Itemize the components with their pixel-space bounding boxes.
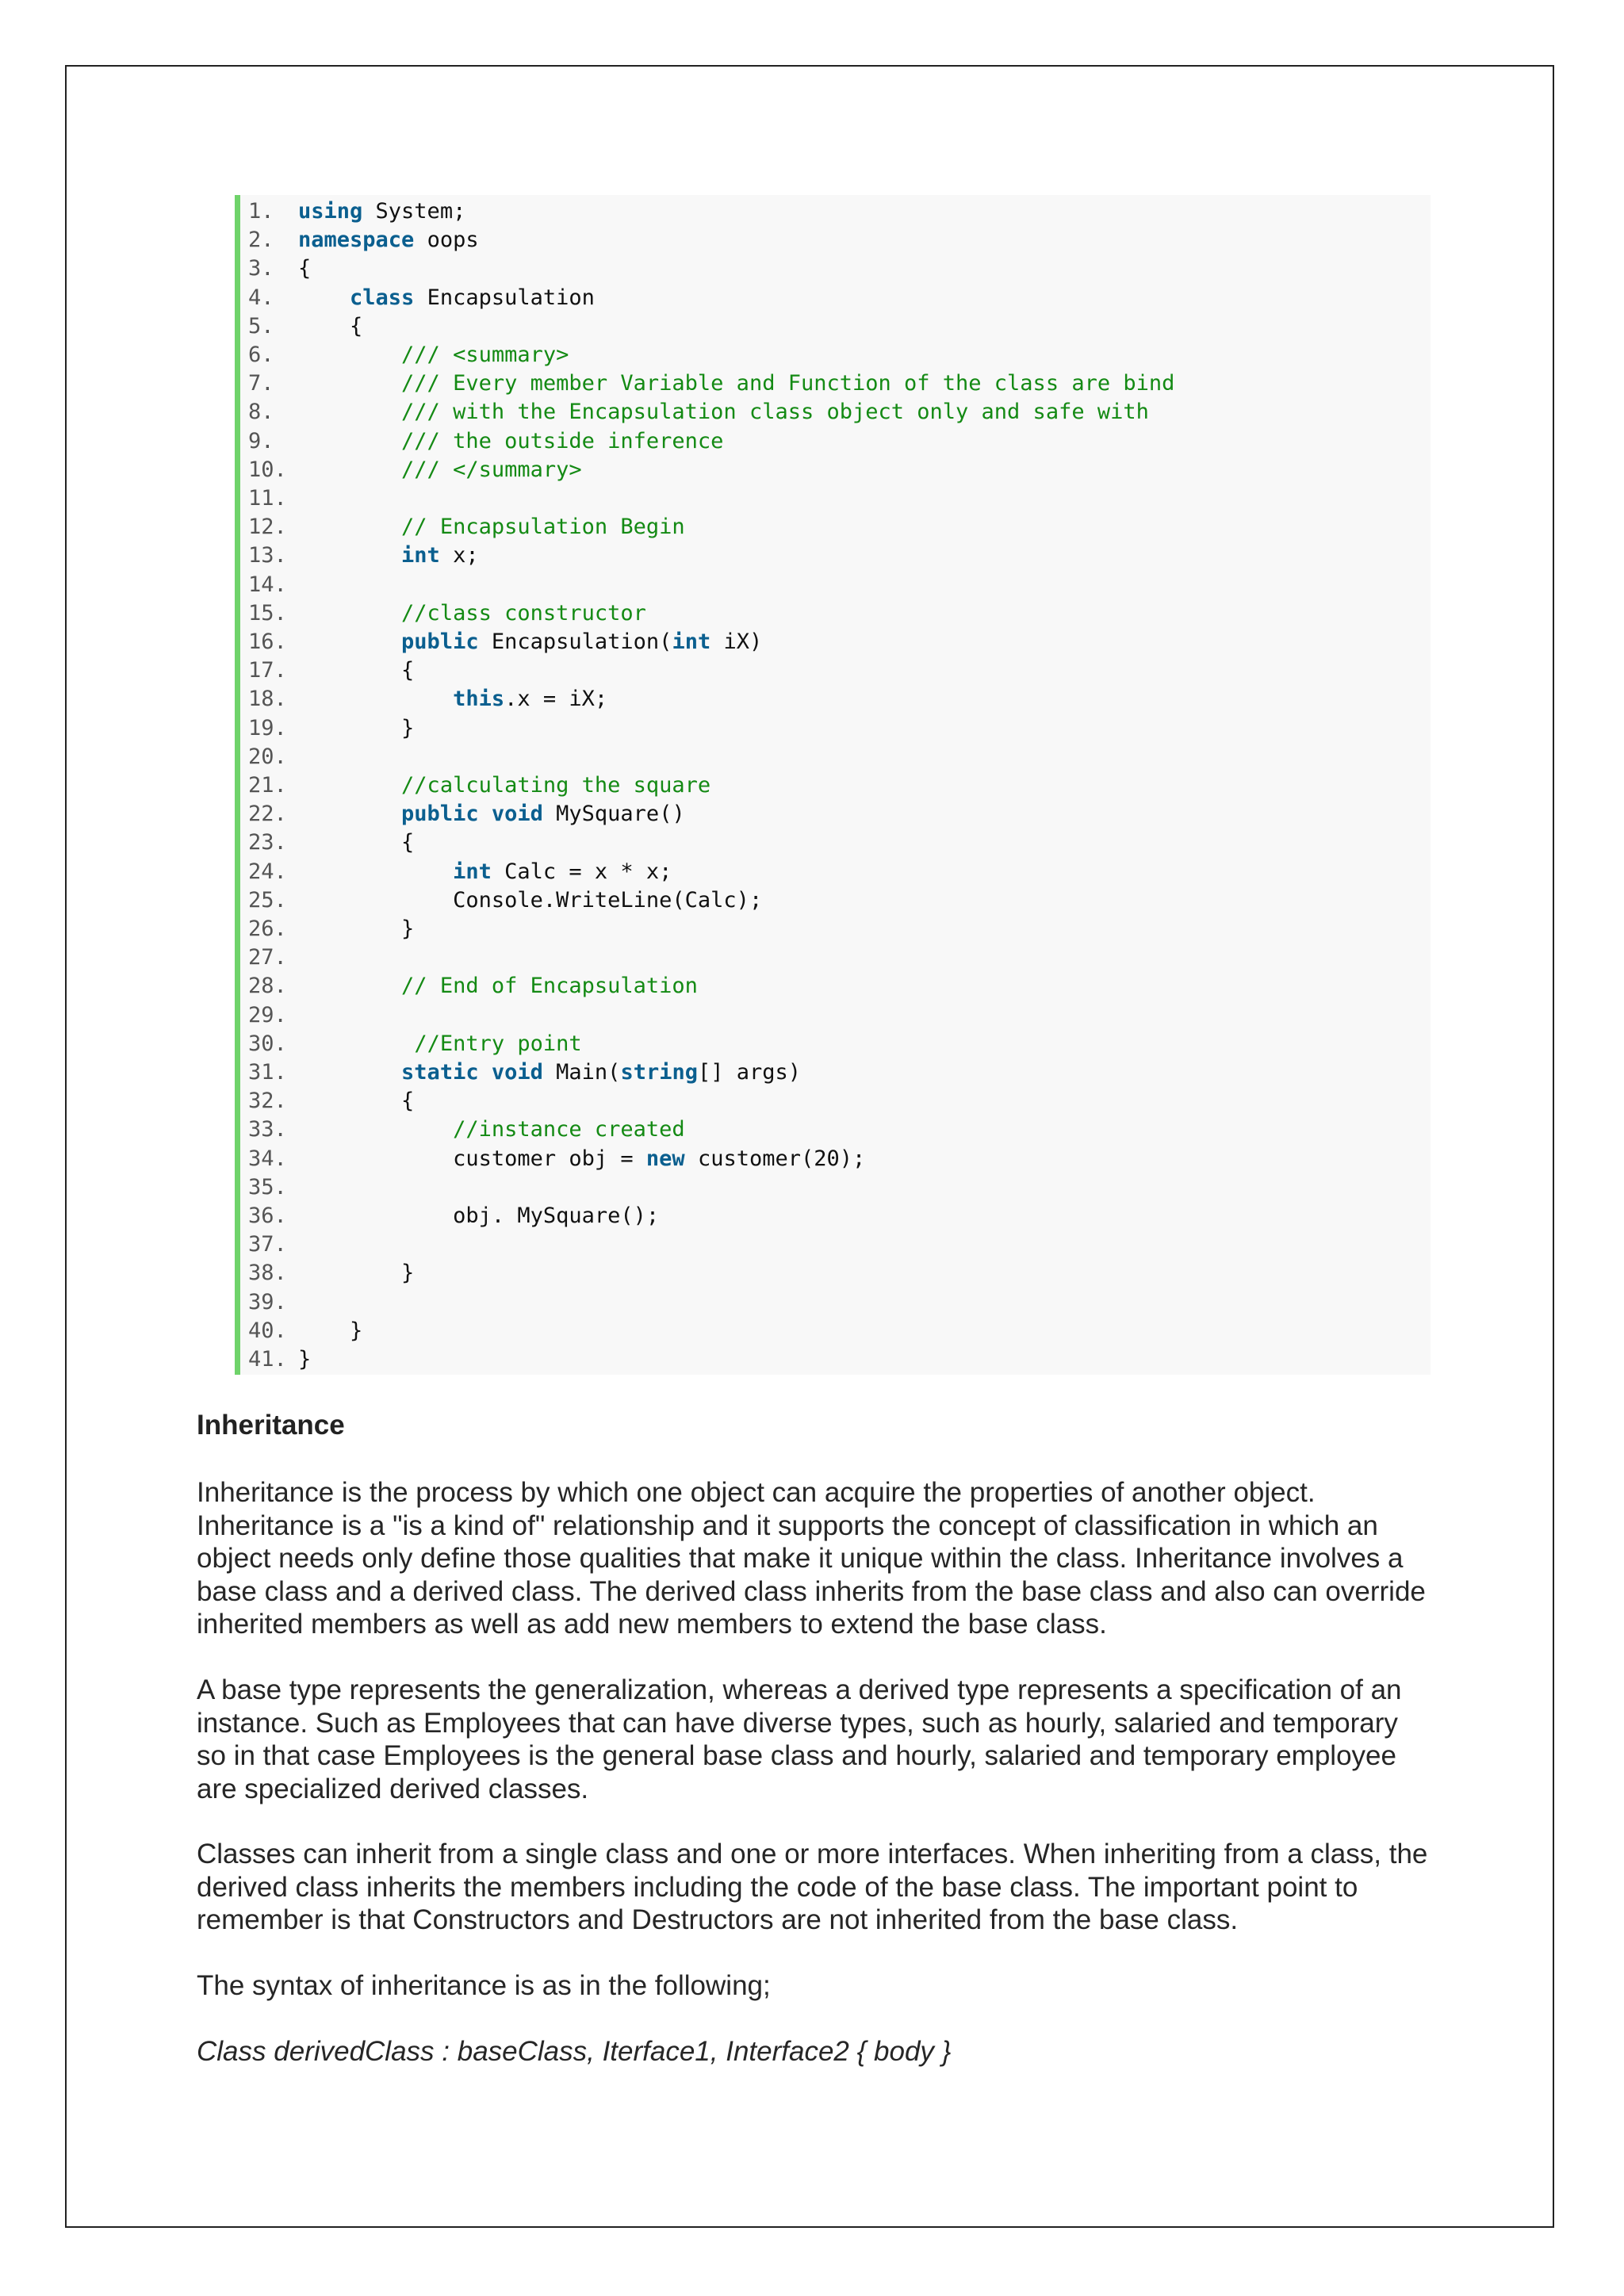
- code-token: [479, 802, 492, 826]
- line-number: 25.: [248, 887, 287, 913]
- section-heading: Inheritance: [197, 1410, 345, 1441]
- code-keyword: new: [645, 1146, 685, 1171]
- line-number: 40.: [248, 1318, 287, 1343]
- code-comment: //class constructor: [401, 600, 646, 626]
- code-token: [298, 629, 401, 654]
- code-line: [240, 484, 1431, 513]
- code-token: [298, 429, 401, 453]
- code-line: [240, 456, 1431, 484]
- code-text: [298, 915, 414, 943]
- code-line: [240, 1030, 1431, 1058]
- code-token: iX): [710, 629, 763, 654]
- line-number: 22.: [248, 802, 287, 827]
- code-token: Calc = x * x;: [491, 859, 672, 884]
- code-text: [298, 1030, 582, 1058]
- code-token: {: [298, 256, 312, 281]
- code-token: [298, 371, 401, 396]
- code-comment: /// <summary>: [401, 342, 569, 367]
- code-token: [298, 1117, 453, 1142]
- code-token: [298, 1031, 414, 1056]
- line-number: 10.: [248, 457, 287, 482]
- code-line: [240, 1058, 1431, 1087]
- line-number: 30.: [248, 1031, 287, 1056]
- code-comment: //Entry point: [414, 1031, 582, 1056]
- code-token: }: [298, 715, 415, 740]
- line-number: 38.: [248, 1261, 287, 1286]
- code-token: [298, 457, 401, 482]
- code-text: [298, 1345, 311, 1374]
- line-number: 21.: [248, 773, 287, 798]
- code-token: }: [298, 1347, 312, 1372]
- code-token: [298, 400, 401, 424]
- line-number: 31.: [248, 1060, 287, 1085]
- code-line: [240, 915, 1431, 943]
- code-line: [240, 1202, 1431, 1230]
- code-keyword: int: [401, 543, 440, 568]
- line-number: 18.: [248, 687, 287, 712]
- code-token: obj. MySquare();: [298, 1203, 660, 1228]
- code-line: [240, 312, 1431, 341]
- line-number: 6.: [248, 342, 274, 367]
- code-text: [298, 714, 414, 743]
- code-token: Console.WriteLine(Calc);: [298, 887, 763, 913]
- code-token: [298, 773, 401, 798]
- code-token: [298, 974, 401, 998]
- code-token: {: [298, 313, 363, 339]
- code-text: [298, 369, 1174, 398]
- code-text: [298, 254, 311, 283]
- code-line: [240, 1230, 1431, 1259]
- code-line: [240, 628, 1431, 656]
- code-token: Main(: [542, 1060, 621, 1085]
- line-number: 33.: [248, 1117, 287, 1142]
- code-line: [240, 341, 1431, 369]
- line-number: 12.: [248, 515, 287, 540]
- code-token: }: [298, 1318, 363, 1343]
- code-line: [240, 943, 1431, 972]
- code-line: [240, 656, 1431, 685]
- code-text: [298, 513, 685, 541]
- code-line: [240, 771, 1431, 800]
- code-comment: //calculating the square: [401, 773, 711, 798]
- code-comment: /// the outside inference: [401, 428, 724, 453]
- code-text: [298, 226, 479, 254]
- code-text: [298, 656, 414, 685]
- code-line: [240, 972, 1431, 1001]
- code-line: [240, 1288, 1431, 1317]
- line-number: 7.: [248, 371, 274, 396]
- code-comment: /// with the Encapsulation class object only and safe with: [401, 400, 1149, 425]
- code-text: [298, 1202, 659, 1230]
- line-number: 5.: [248, 313, 274, 339]
- code-keyword: using: [298, 199, 363, 224]
- code-line: [240, 1345, 1431, 1374]
- code-text: [298, 1259, 414, 1288]
- code-keyword: void: [491, 1060, 543, 1085]
- code-token: }: [298, 916, 415, 941]
- code-token: [298, 515, 401, 539]
- code-line: [240, 858, 1431, 886]
- line-number: 13.: [248, 543, 287, 568]
- code-keyword: int: [672, 629, 711, 654]
- code-comment: // End of Encapsulation: [401, 974, 698, 999]
- code-line: [240, 800, 1431, 828]
- code-text: [298, 972, 698, 1001]
- code-text: [298, 312, 362, 341]
- code-line: [240, 1317, 1431, 1345]
- code-token: [298, 285, 350, 310]
- code-line: [240, 1001, 1431, 1030]
- code-line: [240, 1115, 1431, 1144]
- code-keyword: int: [453, 859, 492, 884]
- code-text: [298, 1145, 865, 1173]
- line-number: 19.: [248, 715, 287, 740]
- code-keyword: this: [453, 687, 505, 712]
- code-token: [298, 859, 453, 884]
- code-text: [298, 541, 479, 570]
- code-line: [240, 599, 1431, 628]
- code-token: [298, 1060, 401, 1085]
- line-number: 24.: [248, 859, 287, 884]
- code-token: customer(20);: [684, 1146, 866, 1171]
- code-token: Encapsulation(: [478, 629, 672, 654]
- code-text: [298, 1115, 685, 1144]
- code-token: oops: [414, 228, 479, 253]
- code-token: [298, 687, 453, 711]
- code-text: [298, 398, 1149, 427]
- code-token: [479, 1060, 492, 1085]
- code-text: [298, 427, 723, 456]
- code-token: [298, 342, 401, 367]
- code-comment: /// Every member Variable and Function of the class are bind: [401, 371, 1175, 396]
- code-token: }: [298, 1261, 415, 1286]
- code-text: [298, 1087, 414, 1115]
- line-number: 39.: [248, 1289, 287, 1314]
- code-text: [298, 800, 685, 828]
- code-line: [240, 1259, 1431, 1288]
- code-token: {: [298, 1089, 415, 1114]
- code-listing: [235, 195, 1431, 1375]
- line-number: 16.: [248, 629, 287, 654]
- code-text: [298, 197, 465, 226]
- code-line: [240, 828, 1431, 857]
- code-token: Encapsulation: [414, 285, 595, 310]
- code-line: [240, 1087, 1431, 1115]
- code-token: {: [298, 830, 415, 855]
- code-text: [298, 628, 762, 656]
- code-text: [298, 685, 607, 714]
- code-text: [298, 886, 762, 915]
- code-comment: // Encapsulation Begin: [401, 515, 685, 540]
- line-number: 9.: [248, 428, 274, 453]
- line-number: 35.: [248, 1174, 287, 1200]
- code-line: [240, 571, 1431, 599]
- code-line: [240, 1145, 1431, 1173]
- line-number: 26.: [248, 916, 287, 941]
- line-number: 23.: [248, 830, 287, 855]
- paragraph-interfaces: Classes can inherit from a single class and one or more interfaces. When inheriting from a class, the derived class inherits the members including the code of the base class. The important point to remember is that Constructors and Destructors are not inherited from the base class.: [197, 1839, 1428, 1935]
- code-line: [240, 714, 1431, 743]
- line-number: 37.: [248, 1232, 287, 1257]
- code-token: [298, 543, 401, 568]
- code-line: [240, 427, 1431, 456]
- code-text: [298, 284, 595, 312]
- code-line: [240, 743, 1431, 771]
- code-comment: /// </summary>: [401, 457, 582, 482]
- code-keyword: public: [401, 802, 479, 827]
- line-number: 11.: [248, 486, 287, 511]
- code-line: [240, 513, 1431, 541]
- paragraph-inheritance-definition: Inheritance is the process by which one object can acquire the properties of another object. Inheritance is a "is a kind of" relationship and it supports the concept of classification in which an object needs only define those qualities that make it unique within the class. Inheritance involves a base class and a derived class. The derived class inherits from the base class and also can override inherited members as well as add new members to extend the base class.: [197, 1477, 1426, 1640]
- code-line: [240, 254, 1431, 283]
- code-token: .x = iX;: [504, 687, 608, 712]
- code-keyword: class: [350, 285, 415, 310]
- paragraph-syntax-intro: The syntax of inheritance is as in the following;: [197, 1970, 771, 2001]
- line-number: 27.: [248, 945, 287, 970]
- code-token: [] args): [697, 1060, 802, 1085]
- line-number: 14.: [248, 572, 287, 597]
- line-number: 8.: [248, 400, 274, 425]
- code-text: [298, 858, 672, 886]
- code-line: [240, 685, 1431, 714]
- line-number: 17.: [248, 658, 287, 683]
- code-keyword: namespace: [298, 228, 415, 253]
- code-text: [298, 828, 414, 857]
- code-token: x;: [439, 543, 479, 568]
- code-token: [298, 802, 401, 826]
- code-keyword: string: [620, 1060, 698, 1085]
- line-number: 34.: [248, 1146, 287, 1171]
- code-text: [298, 456, 582, 484]
- code-comment: //instance created: [453, 1117, 685, 1142]
- code-line: [240, 284, 1431, 312]
- code-line: [240, 197, 1431, 226]
- line-number: 29.: [248, 1002, 287, 1027]
- paragraph-base-type: A base type represents the generalization, whereas a derived type represents a specification of an instance. Such as Employees that can have diverse types, such as hourly, salaried and temporary so in that case Employees is the general base class and hourly, salaried and temporary employee are specialized derived classes.: [197, 1674, 1402, 1804]
- line-number: 20.: [248, 744, 287, 769]
- code-keyword: void: [491, 802, 543, 827]
- code-token: {: [298, 658, 415, 683]
- code-text: [298, 1058, 801, 1087]
- code-text: [298, 1317, 362, 1345]
- line-number: 41.: [248, 1347, 287, 1372]
- code-token: customer obj =: [298, 1146, 646, 1171]
- line-number: 1.: [248, 199, 274, 224]
- code-text: [298, 771, 710, 800]
- syntax-example: Class derivedClass : baseClass, Iterface1, Interface2 { body }: [197, 2036, 952, 2067]
- code-line: [240, 886, 1431, 915]
- code-keyword: public: [401, 629, 479, 654]
- code-token: MySquare(): [542, 802, 685, 827]
- code-token: [298, 601, 401, 626]
- code-text: [298, 599, 646, 628]
- code-keyword: static: [401, 1060, 479, 1085]
- line-number: 2.: [248, 228, 274, 253]
- line-number: 36.: [248, 1203, 287, 1228]
- line-number: 4.: [248, 285, 274, 310]
- code-line: [240, 1173, 1431, 1202]
- code-text: [298, 341, 569, 369]
- code-token: System;: [362, 199, 466, 224]
- code-line: [240, 398, 1431, 427]
- line-number: 28.: [248, 974, 287, 999]
- code-line: [240, 226, 1431, 254]
- line-number: 15.: [248, 600, 287, 626]
- code-line: [240, 541, 1431, 570]
- line-number: 3.: [248, 256, 274, 281]
- line-number: 32.: [248, 1089, 287, 1114]
- code-line: [240, 369, 1431, 398]
